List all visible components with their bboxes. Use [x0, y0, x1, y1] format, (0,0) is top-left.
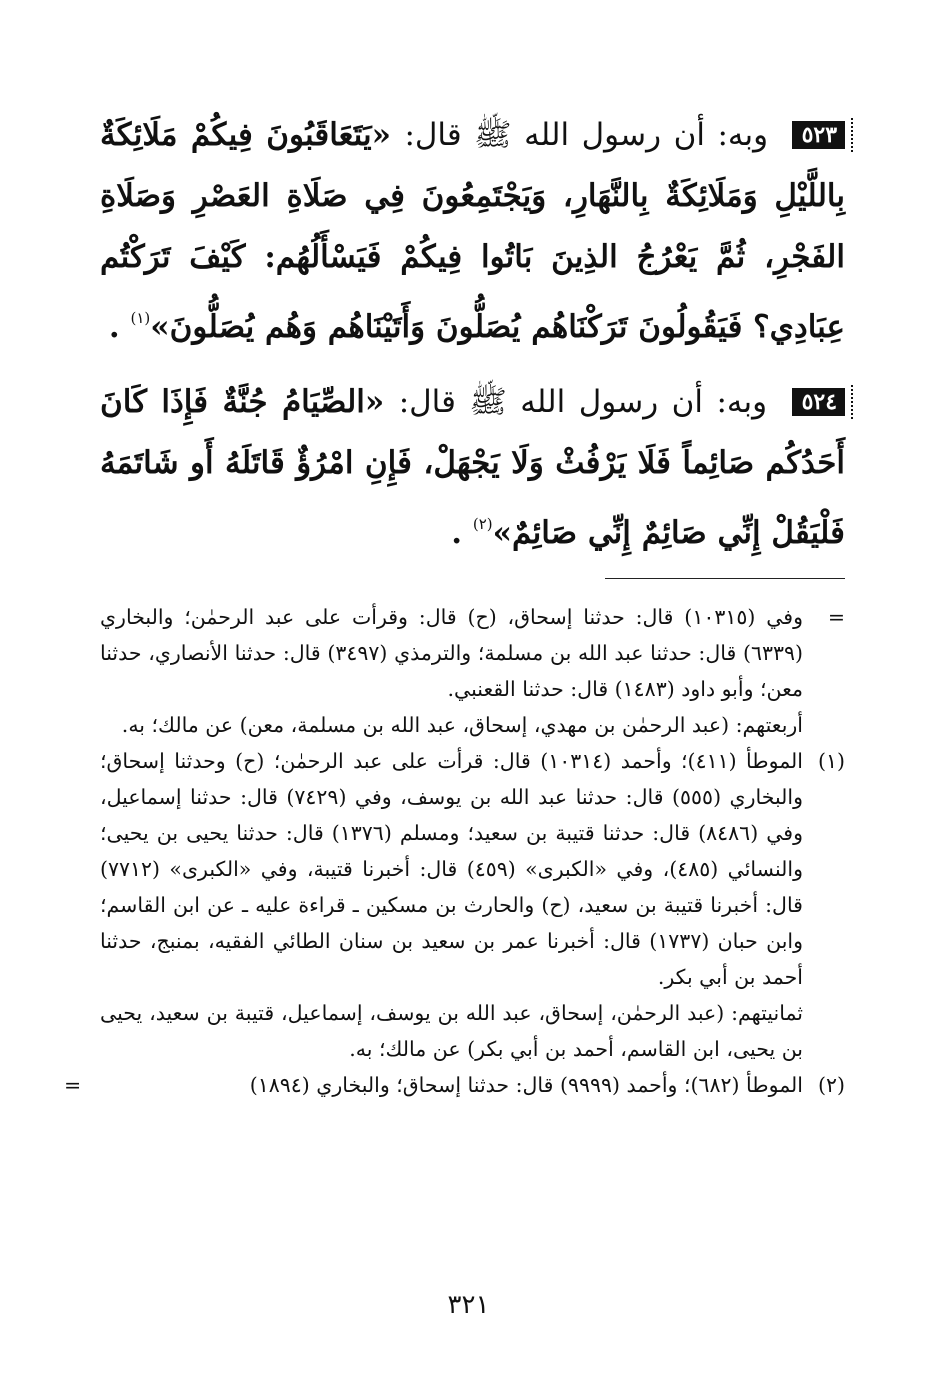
- footnote-continuation: [100, 599, 845, 743]
- hadith-524: [100, 372, 845, 564]
- footnote-paragraph: الموطأ (٦٨٢)؛ وأحمد (٩٩٩٩) قال: حدثنا إسحاق؛ والبخاري (١٨٩٤): [249, 1073, 803, 1097]
- footnote-paragraph: ثمانيتهم: (عبد الرحمٰن، إسحاق، عبد الله بن يوسف، إسماعيل، قتيبة بن سعيد، يحيى بن يحيى، ابن القاسم، أحمد بن أبي بكر) عن مالك؛ به.: [100, 1001, 803, 1061]
- footnote-mark: (١): [817, 749, 845, 773]
- footnote-1: [100, 743, 845, 1067]
- hadith-number-badge: ٥٢٣: [792, 121, 845, 149]
- hadith-intro: وبه: أن رسول الله ﷺ قال:: [404, 117, 769, 153]
- footnote-paragraph: الموطأ (٤١١)؛ وأحمد (١٠٣١٤) قال: قرأت على عبد الرحمٰن؛ (ح) وحدثنا إسحاق؛ والبخاري (٥٥٥) قال: حدثنا عبد الله بن يوسف، وفي (٧٤٢٩) قال: حدثنا إسماعيل، وفي (٨٤٨٦) قال: حدثنا قتيبة بن سعيد؛ ومسلم (١٣٧٦) قال: حدثنا يحيى بن يحيى؛ والنسائي (٤٨٥)، وفي «الكبرى» (٤٥٩) قال: أخبرنا قتيبة، وفي «الكبرى» (٧٧١٢) قال: أخبرنا قتيبة بن سعيد، (ح) والحارث بن مسكين ـ قراءة عليه ـ عن ابن القاسم؛ وابن حبان (١٧٣٧) قال: أخبرنا عمر بن سعيد بن سنان الطائي الفقيه، بمنبج، حدثنا أحمد بن أبي بكر.: [100, 749, 804, 989]
- page-number: ٣٢١: [447, 1290, 490, 1320]
- hadith-text: «الصِّيَامُ جُنَّةٌ فَإِذَا كَانَ أَحَدُكُم صَائِماً فَلَا يَرْفُثْ وَلَا يَجْهَلْ، فَإِنِ امْرُؤٌ قَاتَلَهُ أَو شَاتَمَهُ فَلْيَقُلْ إِنِّي صَائِمٌ إِنِّي صَائِمٌ»: [100, 384, 845, 551]
- footnote-continues-mark: =: [64, 1073, 82, 1097]
- page-content: [64, 105, 845, 1103]
- footnote-mark: =: [827, 605, 845, 629]
- hadith-number-badge: ٥٢٤: [792, 388, 845, 416]
- footnote-paragraph: أربعتهم: (عبد الرحمٰن بن مهدي، إسحاق، عبد الله بن مسلمة، معن) عن مالك؛ به.: [121, 713, 803, 737]
- hadith-end: .: [108, 309, 120, 345]
- footnote-paragraph: وفي (١٠٣١٥) قال: حدثنا إسحاق، (ح) قال: وقرأت على عبد الرحمٰن؛ والبخاري (٦٣٣٩) قال: حدثنا عبد الله بن مسلمة؛ والترمذي (٣٤٩٧) قال: حدثنا الأنصاري، حدثنا معن؛ وأبو داود (١٤٨٣) قال: حدثنا القعنبي.: [100, 605, 803, 701]
- hadith-523: [100, 105, 845, 358]
- footnote-mark: (٢): [817, 1073, 845, 1097]
- hadith-end: .: [451, 515, 463, 551]
- hadith-text: «يَتَعَاقَبُونَ فِيكُمْ مَلَائِكَةٌ بِاللَّيْلِ وَمَلَائِكَةٌ بِالنَّهَارِ، وَيَجْتَمِعُونَ فِي صَلَاةِ العَصْرِ وَصَلَاةِ الفَجْرِ، ثُمَّ يَعْرُجُ الذِينَ بَاتُوا فِيكُمْ فَيَسْأَلُهُم: كَيْفَ تَرَكْتُم عِبَادِي؟ فَيَقُولُونَ تَرَكْنَاهُم يُصَلُّونَ وَأَتَيْنَاهُم وَهُم يُصَلُّونَ»: [100, 117, 845, 345]
- footnote-reference[interactable]: (٢): [472, 515, 493, 533]
- footnote-reference[interactable]: (١): [130, 309, 151, 327]
- hadith-intro: وبه: أن رسول الله ﷺ قال:: [398, 384, 768, 420]
- footnote-2: [64, 1067, 845, 1103]
- footnote-separator: [605, 578, 845, 579]
